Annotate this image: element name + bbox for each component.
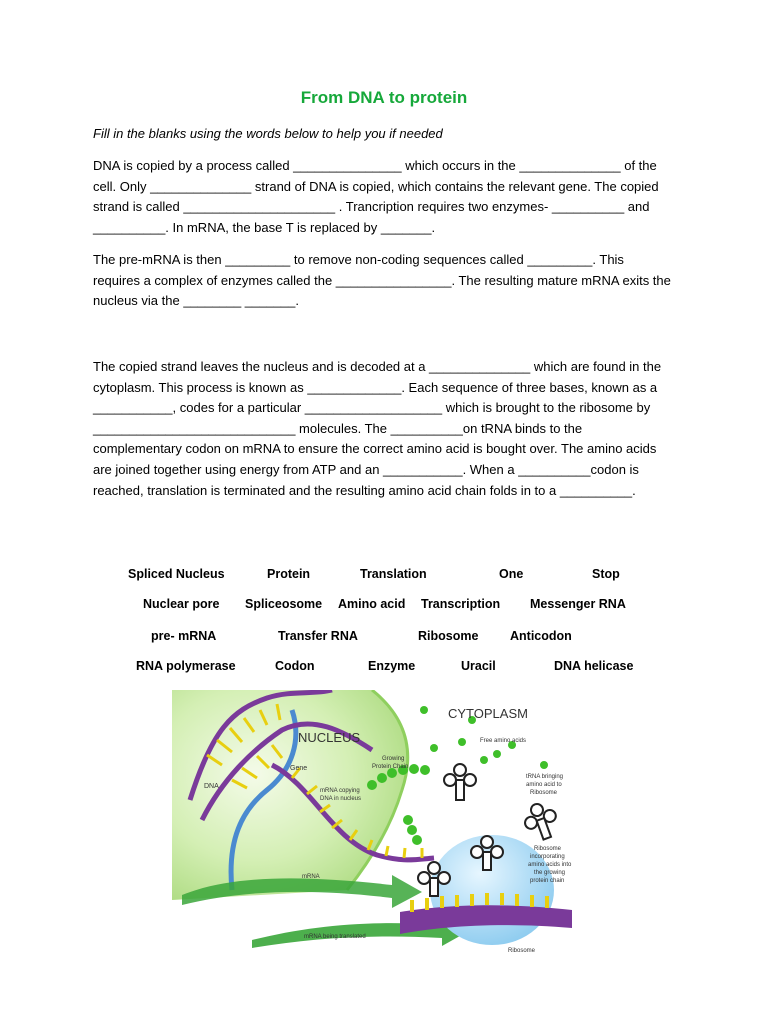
word-bank-item: DNA helicase <box>554 659 634 673</box>
label-ribosome-inc-5: protein chain <box>530 878 565 884</box>
page-title: From DNA to protein <box>300 88 468 107</box>
word-bank-item: pre- mRNA <box>151 629 217 643</box>
label-mrna-copying-2: DNA in nucleus <box>320 796 362 802</box>
word-bank-item: Uracil <box>461 659 496 673</box>
label-ribosome-inc-3: amino acids into <box>528 862 572 868</box>
word-bank-item: Spliced Nucleus <box>128 567 225 581</box>
label-mrna: mRNA <box>302 874 320 880</box>
word-bank-item: Transcription <box>421 597 501 611</box>
word-bank-item: Amino acid <box>338 597 406 611</box>
label-ribosome: Ribosome <box>508 948 536 954</box>
label-trna-2: amino acid to <box>526 782 562 788</box>
label-mrna-copying-1: mRNA copying <box>320 788 360 794</box>
label-ribosome-inc-1: Ribosome <box>534 846 562 852</box>
label-mrna-translated: mRNA being translated <box>304 934 366 940</box>
word-bank-item: Messenger RNA <box>530 597 626 611</box>
word-bank-item: Translation <box>360 567 427 581</box>
instructions: Fill in the blanks using the words below to help you if needed <box>93 126 443 141</box>
paragraph-splicing: The pre-mRNA is then _________ to remove non-coding sequences called _________. This requires a complex of enzymes called the ________________. The resulting mature mRNA exits the nucleus via the ________ _______. <box>93 252 671 309</box>
label-growing-1: Growing <box>382 756 405 762</box>
word-bank-item: Anticodon <box>510 629 572 643</box>
word-bank-item: Transfer RNA <box>278 629 358 643</box>
word-bank-item: Spliceosome <box>245 597 323 611</box>
word-bank-item: Codon <box>275 659 315 673</box>
label-cytoplasm: CYTOPLASM <box>448 706 528 721</box>
nucleus-region <box>172 690 408 900</box>
label-nucleus: NUCLEUS <box>298 730 361 745</box>
label-dna: DNA <box>204 783 219 790</box>
label-ribosome-inc-2: incorporating <box>530 854 565 860</box>
word-bank-item: Nuclear pore <box>143 597 220 611</box>
paragraph-translation: The copied strand leaves the nucleus and is decoded at a ______________ which are found in the cytoplasm. This process is known as _____________. Each sequence of three bases, known as a ___________, codes for a particular ___________________ which is brought to the ribosome by ____________________________ molecules. The __________on tRNA binds to the complementary codon on mRNA to ensure the correct amino acid is bought over. The amino acids are joined together using energy from ATP and an ___________. When a __________codon is reached, translation is terminated and the resulting amino acid chain folds in to a __________. <box>93 359 662 498</box>
label-growing-2: Protein Chain <box>372 764 409 770</box>
word-bank-item: Ribosome <box>418 629 479 643</box>
word-bank-item: Protein <box>267 567 311 581</box>
label-free-amino: Free amino acids <box>480 738 527 744</box>
label-trna-3: Ribosome <box>530 790 558 796</box>
label-ribosome-inc-4: the growing <box>534 870 566 876</box>
label-gene: Gene <box>290 765 308 772</box>
word-bank-item: RNA polymerase <box>136 659 236 673</box>
dna-to-protein-diagram <box>172 690 592 958</box>
label-trna-1: tRNA bringing <box>526 774 564 780</box>
word-bank-item: Stop <box>592 567 620 581</box>
word-bank-item: One <box>499 567 524 581</box>
word-bank-item: Enzyme <box>368 659 416 673</box>
paragraph-transcription: DNA is copied by a process called _______________ which occurs in the ______________ of the cell. Only ______________ strand of DNA is copied, which contains the relevant gene. The copied strand is called _____________________ . Trancription requires two enzymes- __________ and __________. In mRNA, the base T is replaced by _______. <box>93 158 659 235</box>
